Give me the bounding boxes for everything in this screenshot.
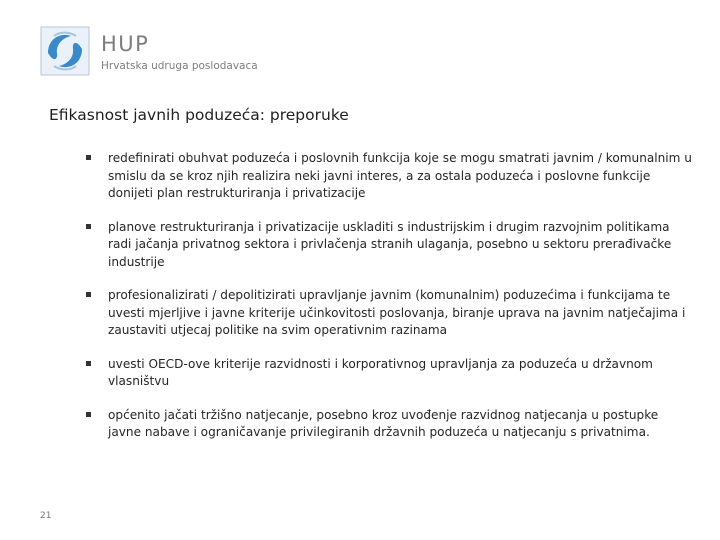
bullet-item (86, 356, 692, 391)
slide-title: Efikasnost javnih poduzeća: preporuke (49, 106, 349, 124)
bullet-item (86, 287, 692, 340)
bullet-marker-icon (86, 155, 91, 160)
bullet-text: redefinirati obuhvat poduzeća i poslovnih funkcija koje se mogu smatrati javnim / komunalnim u smislu da se kroz njih realizira neki javni interes, a za ostala poduzeća i poslovne funkcije donijeti plan restrukturiranja i privatizacije (108, 151, 692, 200)
bullet-item (86, 150, 692, 203)
logo-name: HUP (101, 32, 150, 56)
bullet-item (86, 219, 692, 272)
page-number: 21 (40, 511, 52, 521)
bullet-marker-icon (86, 224, 91, 229)
bullet-marker-icon (86, 361, 91, 366)
bullet-text: profesionalizirati / depolitizirati upravljanje javnim (komunalnim) poduzećima i funkcijama te uvesti mjerljive i javne kriterije učinkovitosti poslovanja, biranje uprava na javnim natječajima i zaustaviti utjecaj politike na svim operativnim razinama (108, 288, 686, 337)
bullet-marker-icon (86, 292, 91, 297)
bullet-text: planove restrukturiranja i privatizacije uskladiti s industrijskim i drugim razvojnim politikama radi jačanja privatnog sektora i privlačenja stranih ulaganja, posebno u sektoru prerađivačke industrije (108, 219, 672, 269)
logo-subtitle: Hrvatska udruga poslodavaca (101, 60, 258, 72)
bullet-item (86, 407, 692, 442)
bullet-text: uvesti OECD-ove kriterije razvidnosti i korporativnog upravljanja za poduzeća u državnom vlasništvu (108, 356, 653, 388)
bullet-list (86, 150, 692, 458)
bullet-marker-icon (86, 412, 91, 417)
hup-logo-icon (40, 26, 90, 76)
bullet-text: općenito jačati tržišno natjecanje, posebno kroz uvođenje razvidnog natjecanja u postupke javne nabave i ograničavanje privilegiranih državnih poduzeća u natjecanju s privatnima. (108, 407, 659, 439)
